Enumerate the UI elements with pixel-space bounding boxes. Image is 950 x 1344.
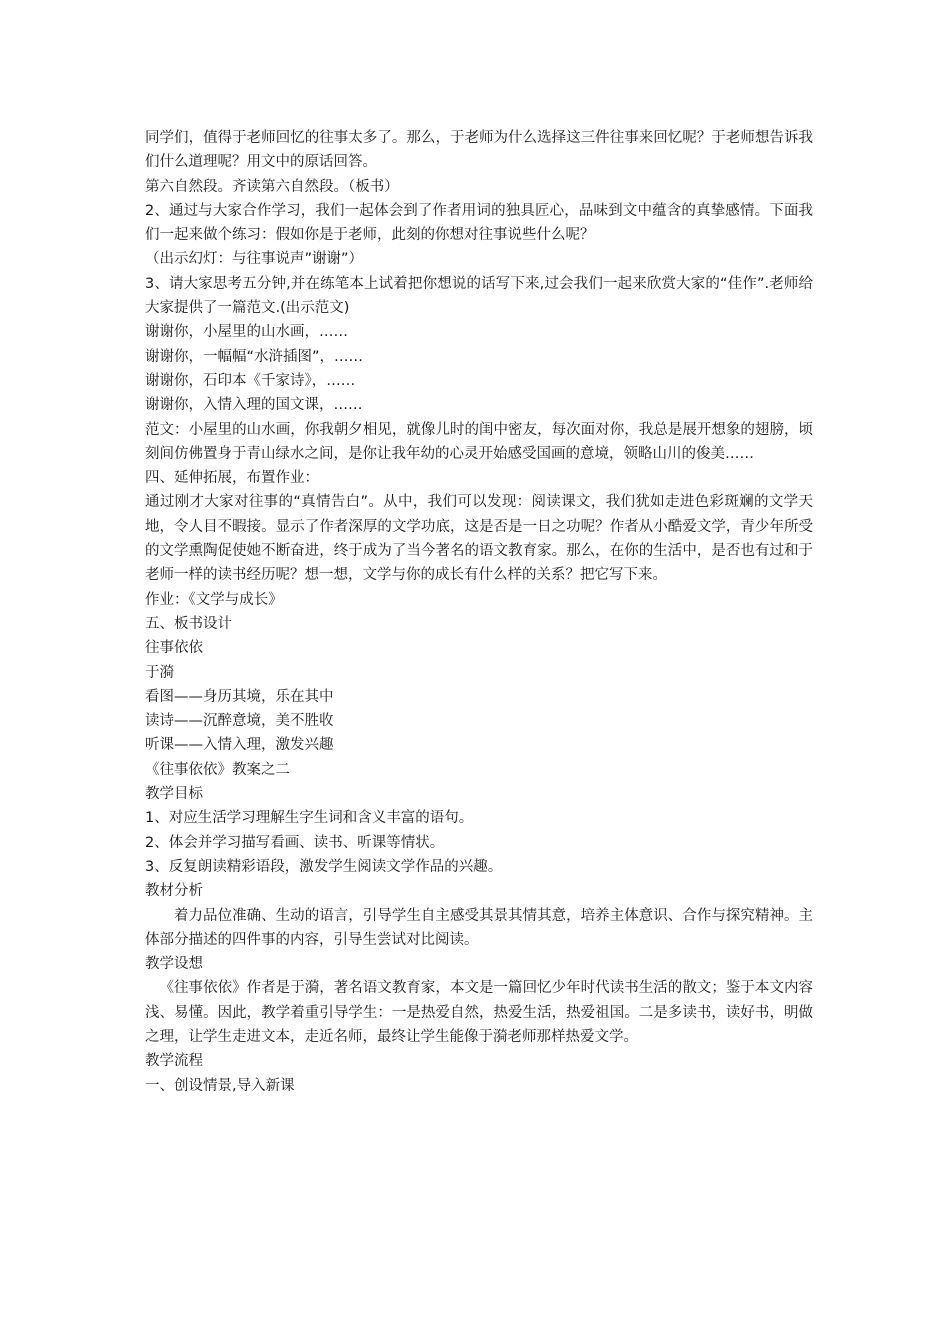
paragraph: 《往事依依》作者是于漪，著名语文教育家，本文是一篇回忆少年时代读书生活的散文；鉴于本文内容浅、易懂。因此，教学着重引导学生：一是热爱自然，热爱生活，热爱祖国。二是多读书，读好书，明做之理，让学生走进文本，走近名师，最终让学生能像于漪老师那样热爱文学。 [145,980,813,1045]
list-item: 3、反复朗读精彩语段，激发学生阅读文学作品的兴趣。 [145,858,503,875]
board-line: 看图——身历其境，乐在其中 [145,688,334,705]
paragraph: 同学们，值得于老师回忆的往事太多了。那么，于老师为什么选择这三件往事来回忆呢？于老师想告诉我们什么道理呢？用文中的原话回答。 [145,130,813,171]
board-title: 往事依依 [145,640,203,657]
paragraph: 作业：《文学与成长》 [145,591,283,608]
paragraph: 着力品位准确、生动的语言，引导学生自主感受其景其情其意，培养主体意识、合作与探究精神。主体部分描述的四件事的内容，引导生尝试对比阅读。 [145,907,813,948]
board-line: 读诗——沉醉意境，美不胜收 [145,713,334,730]
paragraph: 谢谢你，一幅幅“水浒插图”，…… [145,348,364,365]
section-heading: 教材分析 [145,883,203,900]
list-item: 1、对应生活学习理解生字生词和含义丰富的语句。 [145,810,474,827]
section-heading: 一、创设情景,导入新课 [145,1077,295,1094]
board-author: 于漪 [145,664,174,681]
document-subtitle: 《往事依依》教案之二 [145,761,290,778]
paragraph: 范文：小屋里的山水画，你我朝夕相见，就像儿时的闺中密友，每次面对你，我总是展开想象的翅膀，顷刻间仿佛置身于青山绿水之间，是你让我年幼的心灵开始感受国画的意境，领略山川的俊美…… [145,421,813,462]
section-heading: 教学设想 [145,956,203,973]
paragraph: 3、请大家思考五分钟,并在练笔本上试着把你想说的话写下来,过会我们一起来欣赏大家的“佳作”.老师给大家提供了一篇范文.(出示范文) [145,275,813,317]
section-heading: 五、板书设计 [145,615,232,632]
document-body [145,126,813,1098]
paragraph: 第六自然段。齐读第六自然段。（板书） [145,178,399,195]
paragraph: 谢谢你，小屋里的山水画，…… [145,324,348,341]
paragraph: （出示幻灯：与往事说声”谢谢”） [145,251,364,268]
section-heading: 教学流程 [145,1053,203,1070]
list-item: 2、体会并学习描写看画、读书、听课等情状。 [145,834,445,851]
paragraph: 2、通过与大家合作学习，我们一起体会到了作者用词的独具匠心，品味到文中蕴含的真挚感情。下面我们一起来做个练习：假如你是于老师，此刻的你想对往事说些什么呢？ [145,202,813,244]
section-heading: 教学目标 [145,786,203,803]
paragraph: 谢谢你，入情入理的国文课，…… [145,397,363,414]
board-line: 听课——入情入理，激发兴趣 [145,737,334,754]
paragraph: 谢谢你，石印本《千家诗》，…… [145,372,356,389]
paragraph: 通过刚才大家对往事的“真情告白”。从中，我们可以发现：阅读课文，我们犹如走进色彩斑斓的文学天地，令人目不暇接。显示了作者深厚的文学功底，这是否是一日之功呢？作者从小酷爱文学，青少年所受的文学熏陶促使她不断奋进，终于成为了当今著名的语文教育家。那么，在你的生活中，是否也有过和于老师一样的读书经历呢？想一想，文学与你的成长有什么样的关系？把它写下来。 [145,494,813,584]
section-heading: 四、延伸拓展，布置作业： [145,470,319,487]
